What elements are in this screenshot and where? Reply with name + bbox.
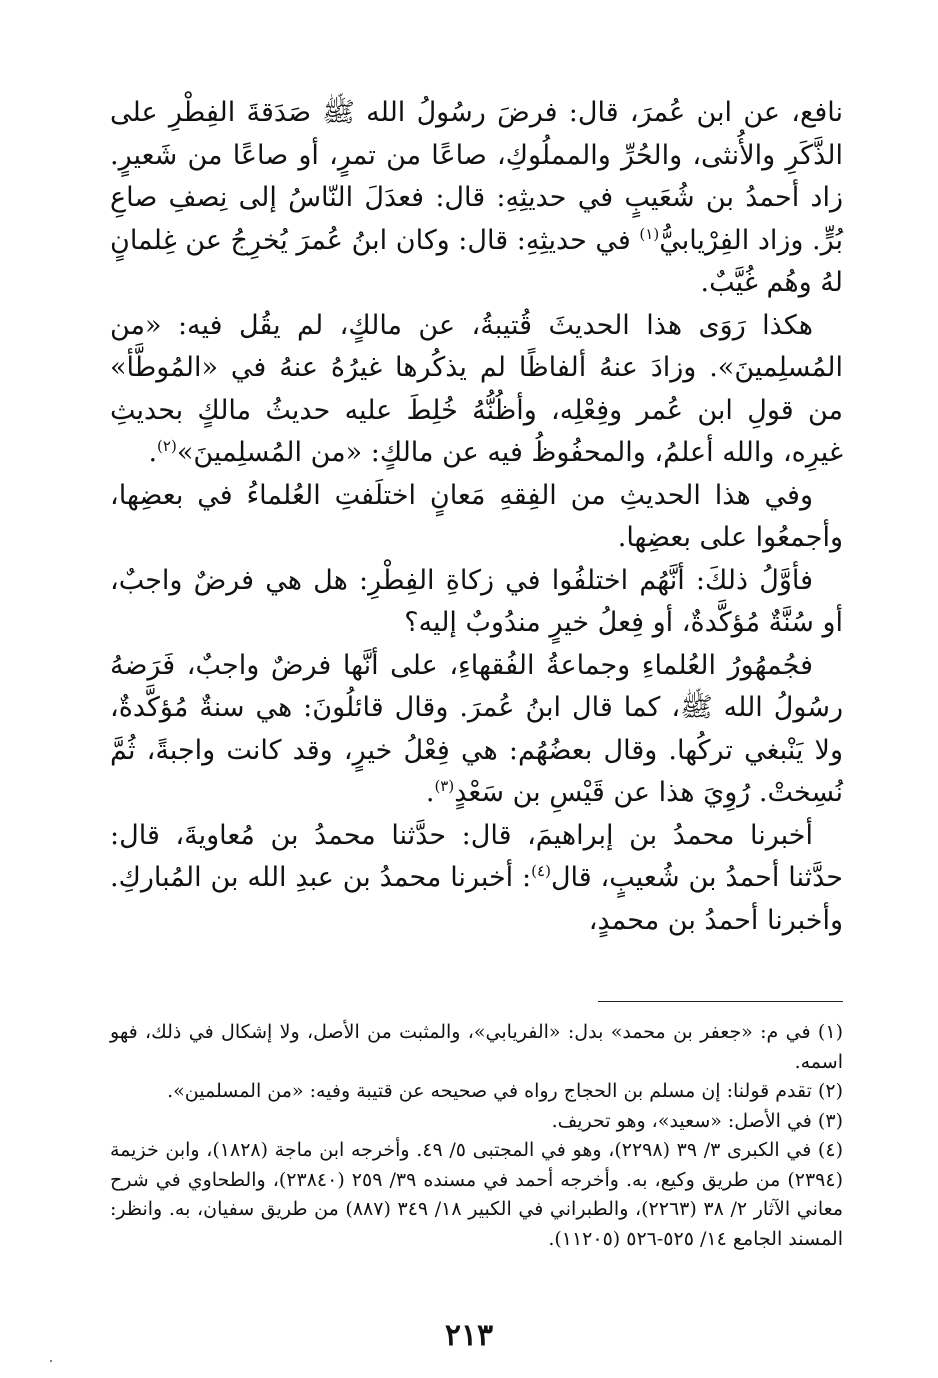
footnote-2: (٢) تقدم قولنا: إن مسلم بن الحجاج رواه في صحيحه عن قتيبة وفيه: «من المسلمين». [167,1080,843,1102]
footnote-ref-1: (١) [639,224,660,243]
footnote-3: (٣) في الأصل: «سعيد»، وهو تحريف. [551,1109,843,1132]
footnote-4: (٤) في الكبرى ٣/ ٣٩ (٢٢٩٨)، وهو في المجتبى ٥/ ٤٩. وأخرجه ابن ماجة (١٨٢٨)، وابن خزيمة (٢٣٩٤) من طريق وكيع، به. وأخرجه أحمد في مسنده ٣٩/ ٢٥٩ (٢٣٨٤٠)، والطحاوي في شرح معاني الآثار ٢/ ٣٨ (٢٢٦٣)، والطبراني في الكبير ١٨/ ٣٤٩ (٨٨٧) من طريق سفيان، به. وانظر: المسند الجامع ١٤/ ٥٢٥-٥٢٦ (١١٢٠٥). [110,1139,844,1250]
scan-speck [50,1360,52,1362]
footnote-separator [598,1001,843,1002]
footnote-ref-3: (٣) [434,777,455,795]
paragraph-3: وفي هذا الحديثِ من الفِقهِ مَعانٍ اختلَفتِ العُلماءُ في بعضِها، وأجمعُوا على بعضِها. [110,479,843,553]
page-number: ٢١٣ [444,1318,494,1353]
footnote-ref-2: (٢) [157,437,177,455]
footnote-1: (١) في م: «جعفر بن محمد» بدل: «الفريابي»، والمثبت من الأصل، ولا إشكال في ذلك، فهو اسمه. [110,1021,843,1073]
main-text [110,92,843,942]
paragraph-2: هكذا رَوَى هذا الحديثَ قُتيبةُ، عن مالكٍ، لم يقُل فيه: «من المُسلِمينَ». وزادَ عنهُ ألفاظًا لم يذكُرها غيرُهُ عنهُ في «المُوطَّأ» من قولِ ابن عُمر وفِعْلِه، وأظُنُّهُ خُلِطَ عليه حديثُ مالكٍ بحديثِ غيرِه، والله أعلمُ، والمحفُوظُ فيه عن مالكٍ: «من المُسلِمينَ»$^{(٢)}$. [110,309,843,468]
footnote-ref-4: (٤) [531,862,551,880]
paragraph-5: فجُمهُورُ العُلماءِ وجماعةُ الفُقهاءِ، على أنَّها فرضٌ واجبٌ، فَرَضهُ رسُولُ الله ﷺ، كما قال ابنُ عُمرَ. وقال قائلُونَ: هي سنةٌ مُؤكَّدةٌ، ولا يَنْبغي تركُها. وقال بعضُهُم: هي فِعْلُ خيرٍ، وقد كانت واجبةً، ثُمَّ نُسِختْ. رُوِيَ هذا عن قَيْسِ بن سَعْدٍ$^{(٣)}$. [110,649,843,808]
paragraph-6: أخبرنا محمدُ بن إبراهيمَ، قال: حدَّثنا محمدُ بن مُعاويةَ، قال: حدَّثنا أحمدُ بن شُعيبٍ، قال$^{(٤)}$: أخبرنا محمدُ بن عبدِ الله بن المُباركِ. وأخبرنا أحمدُ بن محمدٍ، [110,819,843,936]
paragraph-4: فأوَّلُ ذلكَ: أنَّهُم اختلفُوا في زكاةِ الفِطْرِ: هل هي فرضٌ واجبٌ، أو سُنَّةٌ مُؤكَّدةٌ، أو فِعلُ خيرٍ مندُوبٌ إليه؟ [110,564,843,638]
paragraph-1: نافع، عن ابن عُمرَ، قال: فرضَ رسُولُ الله ﷺ صَدَقةَ الفِطْرِ على الذَّكَرِ والأُنثى، والحُرِّ والمملُوكِ، صاعًا من تمرٍ، أو صاعًا من شَعيرٍ. زاد أحمدُ بن شُعَيبٍ في حديثِهِ: قال: فعدَلَ النّاسُ إلى نِصفِ صاعِ بُرٍّ. وزاد الفِرْيابيُّ$^{(١)}$ في حديثِهِ: قال: وكان ابنُ عُمرَ يُخرِجُ عن غِلمانٍ لهُ وهُم غُيَّبٌ. [110,97,843,298]
footnotes [110,1018,843,1254]
